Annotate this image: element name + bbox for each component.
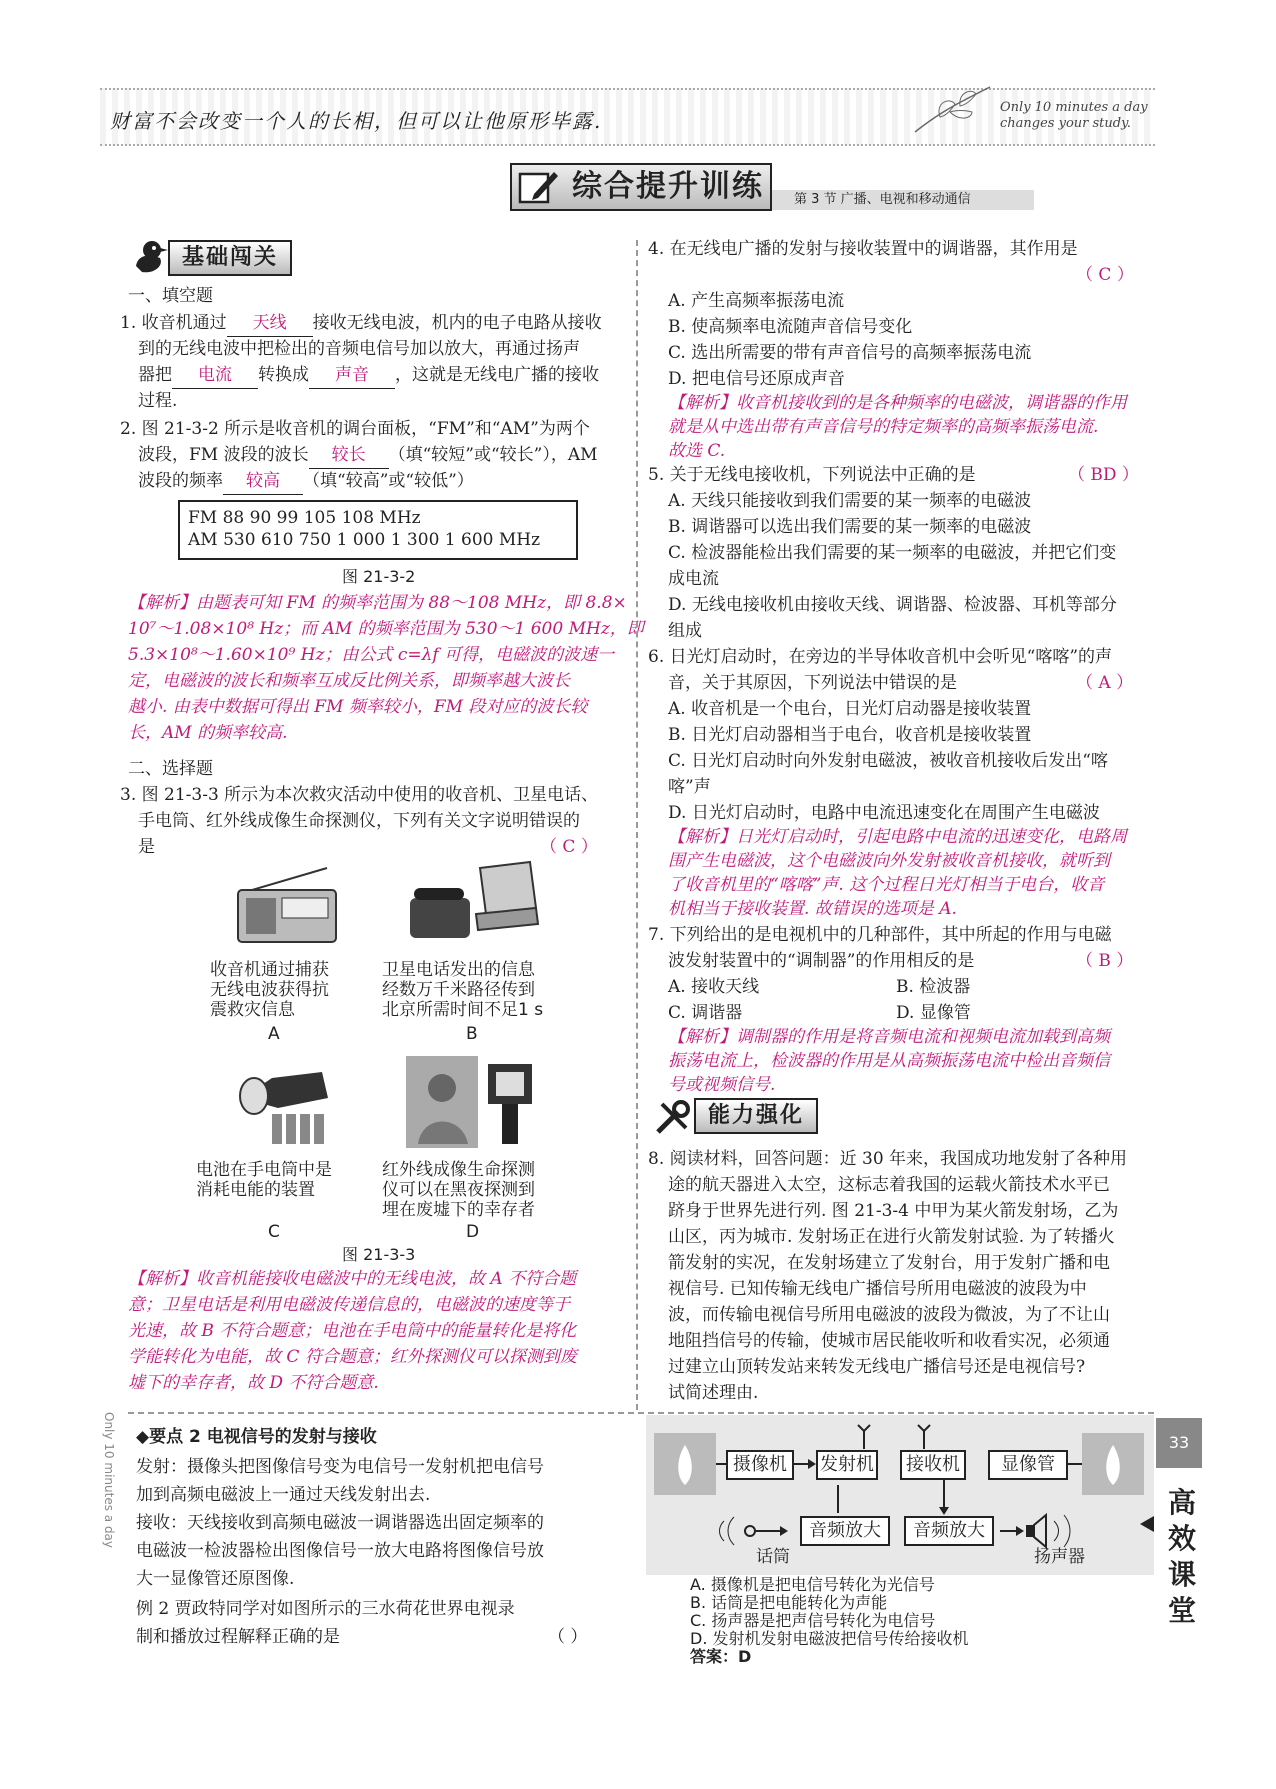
box-camera: 摄像机 xyxy=(726,1450,794,1480)
example-option-d: D. 发射机发射电磁波把信号传给接收机 xyxy=(690,1629,969,1648)
q2-blank-1: 较长 xyxy=(309,442,389,469)
q6-exp-line: 【解析】日光灯启动时，引起电路中电流的迅速变化，电路周 xyxy=(668,827,1127,847)
q1-text: 1. 收音机通过 xyxy=(120,313,227,333)
key-point-title: ◆要点 2 电视信号的发射与接收 xyxy=(136,1427,377,1447)
q6-answer: （ A ） xyxy=(1076,673,1134,693)
exp-line: 学能转化为电能，故 C 符合题意；红外探测仪可以探测到废 xyxy=(128,1347,577,1367)
q7-answer: （ B ） xyxy=(1076,951,1134,971)
key-point-line: 加到高频电磁波上一通过天线发射出去. xyxy=(136,1485,431,1505)
side-label-char: 效 xyxy=(1167,1522,1196,1555)
q5-option-b: B. 调谐器可以选出我们需要的某一频率的电磁波 xyxy=(668,517,1032,537)
q2-text: （填“较短”或“较长”），AM xyxy=(388,445,598,465)
q1-blank-2: 电流 xyxy=(172,362,258,389)
q2-line1: 2. 图 21-3-2 所示是收音机的调台面板，“FM”和“AM”为两个 xyxy=(120,419,590,439)
q1-line4: 过程. xyxy=(138,391,178,411)
q7-line2: 波发射装置中的“调制器”的作用相反的是 xyxy=(668,951,975,971)
page-number: 33 xyxy=(1156,1418,1202,1468)
q7-option-d: D. 显像管 xyxy=(896,1003,971,1023)
label-d: D xyxy=(466,1222,480,1242)
side-label-char: 课 xyxy=(1167,1558,1196,1591)
q6-option-c-2: 喀”声 xyxy=(668,777,711,797)
tools-icon xyxy=(652,1098,692,1138)
part2-heading: 二、选择题 xyxy=(128,759,213,779)
q6-exp-line: 围产生电磁波，这个电磁波向外发射被收音机接收，就听到 xyxy=(668,851,1110,871)
q8-line: 试简述理由. xyxy=(668,1383,759,1403)
caption-b-line1: 卫星电话发出的信息 xyxy=(382,960,535,980)
pencil-icon xyxy=(518,168,560,206)
q7-line1: 7. 下列给出的是电视机中的几种部件，其中所起的作用与电磁 xyxy=(648,925,1112,945)
satellite-phone-image xyxy=(400,858,540,948)
q6-option-a: A. 收音机是一个电台，日光灯启动器是接收装置 xyxy=(668,699,1032,719)
caption-d-line1: 红外线成像生命探测 xyxy=(382,1160,535,1180)
q4-option-c: C. 选出所需要的带有声音信号的高频率振荡电流 xyxy=(668,343,1032,363)
q5-option-a: A. 天线只能接收到我们需要的某一频率的电磁波 xyxy=(668,491,1032,511)
badge-ability: 能力强化 xyxy=(694,1098,818,1134)
column-divider xyxy=(636,240,638,1410)
caption-c-line1: 电池在手电筒中是 xyxy=(196,1160,332,1180)
q2-text: 波段的频率 xyxy=(138,471,223,491)
label-b: B xyxy=(466,1024,478,1044)
box-transmitter: 发射机 xyxy=(816,1450,878,1480)
bird-icon xyxy=(130,236,170,276)
figure-caption-21-3-3: 图 21-3-3 xyxy=(342,1245,416,1264)
q4-option-d: D. 把电信号还原成声音 xyxy=(668,369,845,389)
q8-line: 视信号. 已知传输无线电广播信号所用电磁波的波段为中 xyxy=(668,1279,1087,1299)
q4-exp-line: 就是从中选出带有声音信号的特定频率的高频率振荡电流. xyxy=(668,417,1099,437)
exp-line: 【解析】收音机能接收电磁波中的无线电波，故 A 不符合题 xyxy=(128,1269,577,1289)
exp-line: 光速，故 B 不符合题意；电池在手电筒中的能量转化是将化 xyxy=(128,1321,577,1341)
header-motto: 财富不会改变一个人的长相，但可以让他原形毕露. xyxy=(110,109,603,133)
table-row-am: AM 530 610 750 1 000 1 300 1 600 MHz xyxy=(188,530,541,550)
q2-explanation xyxy=(128,590,644,746)
badge-basic: 基础闯关 xyxy=(168,240,292,276)
q1-text: 接收无线电波，机内的电子电路从接收 xyxy=(312,313,602,333)
q1-line3 xyxy=(138,362,599,389)
q3-answer: （ C ） xyxy=(540,837,598,857)
exp-line: 长，AM 的频率较高. xyxy=(128,723,288,743)
figure-caption-21-3-2: 图 21-3-2 xyxy=(342,567,416,586)
q4-line1: 4. 在无线电广播的发射与接收装置中的调谐器，其作用是 xyxy=(648,239,1078,259)
q6-option-d: D. 日光灯启动时，电路中电流迅速变化在周围产生电磁波 xyxy=(668,803,1100,823)
caption-a-line2: 无线电波获得抗 xyxy=(210,980,329,1000)
q8-line: 8. 阅读材料，回答问题：近 30 年来，我国成功地发射了各种用 xyxy=(648,1149,1128,1169)
q1-text: 器把 xyxy=(138,365,172,385)
example-option-b: B. 话筒是把电能转化为声能 xyxy=(690,1593,888,1612)
q4-exp-line: 故选 C. xyxy=(668,441,726,461)
example-answer: 答案：D xyxy=(690,1647,752,1666)
q1-text: 转换成 xyxy=(258,365,309,385)
q2-line3 xyxy=(138,468,474,495)
label-microphone: 话筒 xyxy=(756,1547,790,1567)
q8-line: 波，而传输电视信号所用电磁波的波段为微波，为了不让山 xyxy=(668,1305,1110,1325)
q6-option-c-1: C. 日光灯启动时向外发射电磁波，被收音机接收后发出“喀 xyxy=(668,751,1108,771)
q1-blank-3: 声音 xyxy=(309,362,395,389)
caption-a-line3: 震救灾信息 xyxy=(210,1000,295,1020)
q2-text: （填“较高”或“较低”） xyxy=(303,471,474,491)
vertical-slogan: Only 10 minutes a day xyxy=(102,1412,116,1549)
caption-d-line3: 埋在废墟下的幸存者 xyxy=(382,1200,535,1220)
key-point-line: 接收：天线接收到高频电磁波一调谐器选出固定频率的 xyxy=(136,1513,544,1533)
key-point-line: 电磁波一检波器检出图像信号一放大电路将图像信号放 xyxy=(136,1541,544,1561)
exp-line: 定，电磁波的波长和频率互成反比例关系，即频率越大波长 xyxy=(128,671,570,691)
exp-line: 5.3×10⁸～1.60×10⁹ Hz；由公式 c=λf 可得，电磁波的波速一 xyxy=(128,645,615,665)
q5-option-c-2: 成电流 xyxy=(668,569,719,589)
q1-text: ，这就是无线电广播的接收 xyxy=(395,365,599,385)
q1-line2: 到的无线电波中把检出的音频电信号加以放大，再通过扬声 xyxy=(138,339,580,359)
q5-option-d-2: 组成 xyxy=(668,621,702,641)
key-point-line: 发射：摄像头把图像信号变为电信号一发射机把电信号 xyxy=(136,1457,544,1477)
q8-line: 跻身于世界先进行列. 图 21-3-4 中甲为某火箭发射场，乙为 xyxy=(668,1201,1119,1221)
q7-exp-line: 号或视频信号. xyxy=(668,1075,776,1095)
exp-line: 【解析】由题表可知 FM 的频率范围为 88～108 MHz，即 8.8× xyxy=(128,593,627,613)
part1-heading: 一、填空题 xyxy=(128,286,213,306)
q1-blank-1: 天线 xyxy=(227,310,313,337)
q5-line1: 5. 关于无线电接收机，下列说法中正确的是 xyxy=(648,465,976,485)
label-c: C xyxy=(268,1222,280,1242)
box-display: 显像管 xyxy=(988,1450,1068,1480)
example-option-a: A. 摄像机是把电信号转化为光信号 xyxy=(690,1575,935,1594)
q1-line1 xyxy=(120,310,602,337)
caption-b-line3: 北京所需时间不足1 s xyxy=(382,1000,544,1020)
key-point-line: 大一显像管还原图像. xyxy=(136,1569,295,1589)
example-line-1: 例 2 贾政特同学对如图所示的三水荷花世界电视录 xyxy=(136,1599,515,1619)
frequency-table xyxy=(178,500,578,560)
q3-line2: 手电筒、红外线成像生命探测仪，下列有关文字说明错误的 xyxy=(138,811,580,831)
q8-line: 过建立山顶转发站来转发无线电广播信号还是电视信号? xyxy=(668,1357,1086,1377)
caption-a-line1: 收音机通过捕获 xyxy=(210,960,329,980)
q6-exp-line: 机相当于接收装置. 故错误的选项是 A. xyxy=(668,899,957,919)
caption-c-line2: 消耗电能的装置 xyxy=(196,1180,315,1200)
caption-b-line2: 经数万千米路径传到 xyxy=(382,980,535,1000)
q7-option-c: C. 调谐器 xyxy=(668,1003,743,1023)
example-answer-blank: （ ） xyxy=(548,1627,588,1647)
q4-answer: （ C ） xyxy=(1076,265,1134,285)
example-option-c: C. 扬声器是把声信号转化为电信号 xyxy=(690,1611,936,1630)
q8-line: 山区，丙为城市. 发射场正在进行火箭发射试验. 为了转播火 xyxy=(668,1227,1115,1247)
side-label-char: 高 xyxy=(1167,1486,1196,1519)
q4-option-b: B. 使高频率电流随声音信号变化 xyxy=(668,317,913,337)
infrared-detector-image xyxy=(404,1054,540,1150)
exp-line: 10⁷～1.08×10⁸ Hz；而 AM 的频率范围为 530～1 600 MHz，即 xyxy=(128,619,644,639)
q6-line1: 6. 日光灯启动时，在旁边的半导体收音机中会听见“喀喀”的声 xyxy=(648,647,1113,667)
q7-exp-line: 【解析】调制器的作用是将音频电流和视频电流加载到高频 xyxy=(668,1027,1110,1047)
q6-line2: 音，关于其原因，下列说法中错误的是 xyxy=(668,673,957,693)
box-audio-amp-1: 音频放大 xyxy=(800,1516,890,1546)
q8-line: 地阻挡信号的传输，使城市居民能收听和收看实况，必须通 xyxy=(668,1331,1110,1351)
q7-option-b: B. 检波器 xyxy=(896,977,971,997)
q8-line: 途的航天器进入太空，这标志着我国的运载火箭技术水平已 xyxy=(668,1175,1110,1195)
q5-option-d-1: D. 无线电接收机由接收天线、调谐器、检波器、耳机等部分 xyxy=(668,595,1117,615)
q3-explanation xyxy=(128,1266,628,1396)
header-slogan xyxy=(1000,100,1148,132)
example-line-2: 制和播放过程解释正确的是 xyxy=(136,1627,340,1647)
triangle-marker-icon xyxy=(1140,1516,1154,1532)
box-audio-amp-2: 音频放大 xyxy=(904,1516,994,1546)
q4-option-a: A. 产生高频率振荡电流 xyxy=(668,291,845,311)
label-speaker: 扬声器 xyxy=(1034,1547,1085,1567)
q6-exp-line: 了收音机里的“喀喀”声. 这个过程日光灯相当于电台，收音 xyxy=(668,875,1105,895)
q2-text: 波段，FM 波段的波长 xyxy=(138,445,309,465)
q4-exp-line: 【解析】收音机接收到的是各种频率的电磁波，调谐器的作用 xyxy=(668,393,1127,413)
slogan-line-1: Only 10 minutes a day xyxy=(1000,100,1148,115)
q8-line: 箭发射的实况，在发射场建立了发射台，用于发射广播和电 xyxy=(668,1253,1110,1273)
slogan-line-2: changes your study. xyxy=(1000,116,1131,131)
label-a: A xyxy=(268,1024,280,1044)
leaf-icon xyxy=(910,82,994,138)
q5-answer: （ BD ） xyxy=(1068,465,1139,485)
q5-option-c-1: C. 检波器能检出我们需要的某一频率的电磁波，并把它们变 xyxy=(668,543,1117,563)
table-row-fm: FM 88 90 99 105 108 MHz xyxy=(188,508,421,528)
side-label-char: 堂 xyxy=(1167,1594,1196,1627)
caption-d-line2: 仪可以在黑夜探测到 xyxy=(382,1180,535,1200)
q2-blank-2: 较高 xyxy=(223,468,303,495)
q6-option-b: B. 日光灯启动器相当于电台，收音机是接收装置 xyxy=(668,725,1032,745)
box-receiver: 接收机 xyxy=(900,1450,966,1480)
exp-line: 越小. 由表中数据可得出 FM 频率较小，FM 段对应的波长较 xyxy=(128,697,588,717)
q7-exp-line: 振荡电流上，检波器的作用是从高频振荡电流中检出音频信 xyxy=(668,1051,1110,1071)
exp-line: 意；卫星电话是利用电磁波传递信息的，电磁波的速度等于 xyxy=(128,1295,570,1315)
flashlight-image xyxy=(232,1058,342,1148)
radio-image xyxy=(232,866,342,946)
exp-line: 墟下的幸存者，故 D 不符合题意. xyxy=(128,1373,379,1393)
section-subtitle: 第 3 节 广播、电视和移动通信 xyxy=(772,190,1034,210)
q3-line1: 3. 图 21-3-3 所示为本次救灾活动中使用的收音机、卫星电话、 xyxy=(120,785,599,805)
section-title: 综合提升训练 xyxy=(510,163,772,211)
q3-line3: 是 xyxy=(138,837,155,857)
q2-line2 xyxy=(138,442,598,469)
q7-option-a: A. 接收天线 xyxy=(668,977,760,997)
